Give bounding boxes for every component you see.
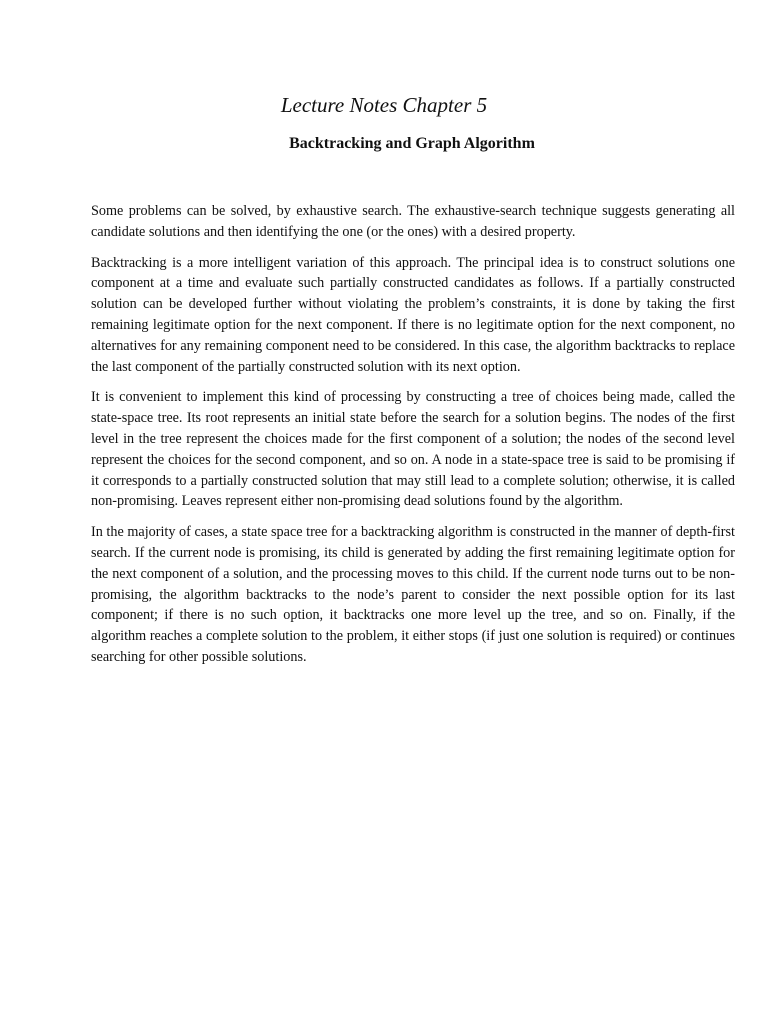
paragraph-backtracking-intro: Backtracking is a more intelligent variation of this approach. The principal idea is to construct solutions one component at a time and evaluate such partially constructed candidates as follows. If a partially constructed solution can be developed further without violating the problem’s constraints, it is done by taking the first remaining legitimate option for the next component. If there is no legitimate option for the next component, no alternatives for any remaining component need to be considered. In this case, the algorithm backtracks to replace the last component of the partially constructed solution with its next option. (91, 254, 735, 375)
paragraph-depth-first-search: In the majority of cases, a state space tree for a backtracking algorithm is constructed in the manner of depth-first search. If the current node is promising, its child is generated by adding the first remaining legitimate option for the next component of a solution, and the processing moves to this child. If the current node turns out to be non-promising, the algorithm backtracks to the node’s parent to consider the next possible option for its last component; if there is no such option, it backtracks one more level up the tree, and so on. Finally, if the algorithm reaches a complete solution to the problem, it either stops (if just one solution is required) or continues searching for other possible solutions. (91, 524, 735, 665)
paragraph-exhaustive-search: Some problems can be solved, by exhaustive search. The exhaustive-search technique suggests generating all candidate solutions and then identifying the one (or the ones) with a desired property. (91, 203, 735, 240)
document-subtitle: Backtracking and Graph Algorithm (289, 135, 535, 152)
document-title: Lecture Notes Chapter 5 (280, 93, 488, 117)
paragraph-state-space-tree: It is convenient to implement this kind of processing by constructing a tree of choices being made, called the state-space tree. Its root represents an initial state before the search for a solution begins. The nodes of the first level in the tree represent the choices made for the first component of a solution; the nodes of the second level represent the choices for the second component, and so on. A node in a state-space tree is said to be promising if it corresponds to a partially constructed solution that may still lead to a complete solution; otherwise, it is called non-promising. Leaves represent either non-promising dead solutions found by the algorithm. (91, 389, 735, 510)
document-body (91, 201, 735, 678)
